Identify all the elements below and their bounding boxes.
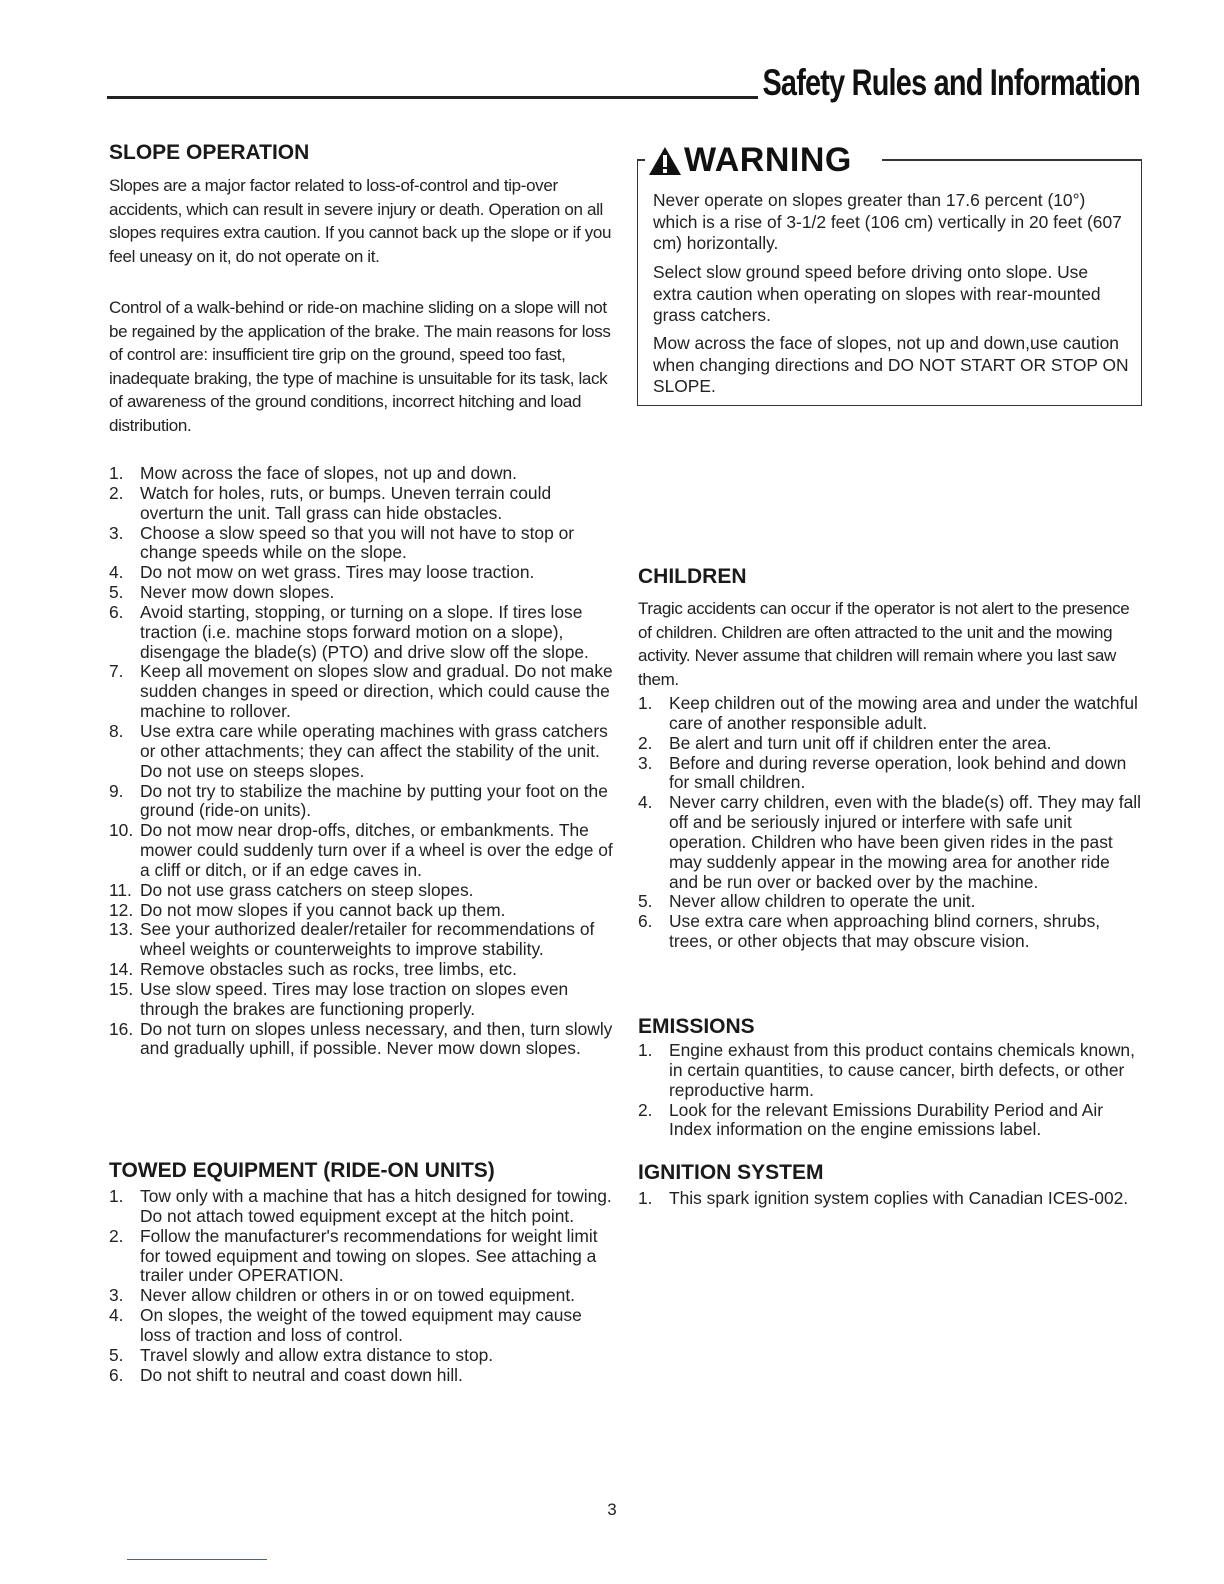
- list-item: [109, 583, 614, 603]
- list-item-text: Never allow children to operate the unit.: [669, 891, 976, 912]
- list-item-text: See your authorized dealer/retailer for recommendations of wheel weights or counterweights to improve stability.: [140, 919, 595, 960]
- warning-box-corner: [637, 159, 645, 161]
- list-item: [109, 1227, 614, 1287]
- list-item-number: 6.: [109, 1364, 124, 1385]
- list-item: [638, 892, 1143, 912]
- list-item-text: Do not try to stabilize the machine by putting your foot on the ground (ride-on units).: [140, 780, 608, 821]
- list-item-text: Be alert and turn unit off if children enter the area.: [669, 732, 1052, 753]
- list-item: [109, 603, 614, 663]
- list-item-number: 3.: [109, 522, 124, 543]
- list-item-number: 1.: [638, 1188, 653, 1208]
- emissions-list: [638, 1041, 1143, 1140]
- list-item-number: 2.: [638, 732, 653, 753]
- list-item-text: Before and during reverse operation, look behind and down for small children.: [669, 752, 1127, 793]
- list-item: [109, 1306, 614, 1346]
- list-item-number: 5.: [109, 582, 124, 603]
- footer-link-rule: [127, 1559, 267, 1560]
- list-item-text: Do not mow slopes if you cannot back up them.: [140, 899, 506, 920]
- children-heading: CHILDREN: [638, 565, 747, 588]
- slope-rules-list: [109, 464, 614, 1059]
- list-item-number: 4.: [109, 1305, 124, 1326]
- list-item: [638, 912, 1143, 952]
- list-item: [109, 464, 614, 484]
- list-item-text: Keep children out of the mowing area and under the watchful care of another responsible adult.: [669, 693, 1138, 733]
- list-item-text: Use extra care while operating machines with grass catchers or other attachments; they can affect the stability of the unit. Do not use on steeps slopes.: [140, 720, 608, 781]
- list-item-text: This spark ignition system coplies with Canadian ICES-002.: [669, 1188, 1129, 1208]
- list-item-number: 12.: [109, 899, 134, 920]
- list-item-text: Follow the manufacturer's recommendations for weight limit for towed equipment and towing on slopes. See attaching a trailer under OPERATION.: [140, 1225, 598, 1286]
- warning-paragraph-1: Never operate on slopes greater than 17.6 percent (10°) which is a rise of 3-1/2 feet (106 cm) vertically in 20 feet (607 cm) horizontally.: [653, 190, 1122, 253]
- list-item: [109, 980, 614, 1020]
- list-item-number: 2.: [638, 1099, 653, 1120]
- list-item-number: 11.: [109, 879, 132, 900]
- page-title: Safety Rules and Information: [762, 62, 1140, 103]
- warning-title-text: WARNING: [684, 141, 852, 179]
- list-item-number: 4.: [109, 562, 124, 583]
- list-item: [109, 901, 614, 921]
- list-item-number: 1.: [109, 463, 124, 483]
- list-item-text: Look for the relevant Emissions Durability Period and Air Index information on the engine emissions label.: [669, 1099, 1104, 1140]
- list-item: [109, 1366, 614, 1386]
- list-item-text: Use extra care when approaching blind corners, shrubs, trees, or other objects that may obscure vision.: [669, 911, 1101, 952]
- list-item-text: Do not mow near drop-offs, ditches, or embankments. The mower could suddenly turn over if a wheel is over the edge of a cliff or ditch, or if an edge caves in.: [140, 820, 613, 880]
- list-item-text: Avoid starting, stopping, or turning on a slope. If tires lose traction (i.e. machine stops forward motion on a slope), disengage the blade(s) (PTO) and drive slow off the slope.: [140, 601, 589, 662]
- list-item: [638, 1189, 1143, 1209]
- towed-heading: TOWED EQUIPMENT (RIDE-ON UNITS): [109, 1159, 495, 1182]
- list-item: [109, 960, 614, 980]
- list-item-number: 14.: [109, 959, 134, 980]
- list-item: [109, 1020, 614, 1060]
- list-item: [638, 1041, 1143, 1101]
- list-item-text: Mow across the face of slopes, not up and down.: [140, 463, 518, 483]
- list-item: [109, 1346, 614, 1366]
- list-item-number: 2.: [109, 482, 124, 503]
- page-number: 3: [607, 1500, 617, 1519]
- towed-rules-list: [109, 1187, 614, 1385]
- list-item-text: Do not turn on slopes unless necessary, and then, turn slowly and gradually uphill, if possible. Never mow down slopes.: [140, 1018, 613, 1059]
- list-item: [638, 754, 1143, 794]
- slope-heading: SLOPE OPERATION: [109, 141, 310, 164]
- list-item-text: Never carry children, even with the blade(s) off. They may fall off and be seriously injured or interfere with safe unit operation. Children who have been given rides in the past may suddenly appear in the mowing area for another ride and be run over or backed over by the machine.: [669, 792, 1142, 892]
- list-item-number: 16.: [109, 1018, 134, 1039]
- warning-paragraph-3: Mow across the face of slopes, not up and down,use caution when changing directions and DO NOT START OR STOP ON SLOPE.: [653, 333, 1129, 396]
- list-item-number: 3.: [638, 752, 653, 773]
- ignition-heading: IGNITION SYSTEM: [638, 1161, 824, 1184]
- list-item: [109, 1286, 614, 1306]
- list-item-text: Keep all movement on slopes slow and gradual. Do not make sudden changes in speed or direction, which could cause the machine to rollover.: [140, 661, 613, 722]
- list-item-text: Never allow children or others in or on towed equipment.: [140, 1285, 575, 1306]
- list-item-number: 6.: [109, 601, 124, 622]
- list-item-number: 1.: [638, 693, 653, 713]
- header-rule: [107, 96, 758, 99]
- list-item-number: 8.: [109, 720, 124, 741]
- list-item-text: Travel slowly and allow extra distance to stop.: [140, 1344, 494, 1365]
- list-item: [109, 881, 614, 901]
- list-item: [109, 782, 614, 822]
- warning-paragraph-2: Select slow ground speed before driving onto slope. Use extra caution when operating on slopes with rear-mounted grass catchers.: [653, 262, 1101, 325]
- list-item: [638, 734, 1143, 754]
- list-item: [638, 694, 1143, 734]
- list-item: [638, 1101, 1143, 1141]
- ignition-list: [638, 1189, 1143, 1209]
- slope-intro-paragraph: Slopes are a major factor related to loss-of-control and tip-over accidents, which can result in severe injury or death. Operation on all slopes requires extra caution. If you cannot back up the slope or if you feel uneasy on it, do not operate on it.: [109, 176, 612, 266]
- children-paragraph: Tragic accidents can occur if the operator is not alert to the presence of children. Children are often attracted to the unit and the mowing activity. Never assume that children will remain where you last saw them.: [638, 599, 1130, 689]
- list-item-text: Use slow speed. Tires may lose traction on slopes even through the brakes are functioning properly.: [140, 978, 569, 1019]
- list-item-text: Do not mow on wet grass. Tires may loose traction.: [140, 562, 535, 583]
- list-item-number: 7.: [109, 661, 124, 682]
- list-item-number: 9.: [109, 780, 124, 801]
- list-item: [109, 484, 614, 524]
- warning-title: [648, 141, 852, 180]
- list-item: [109, 920, 614, 960]
- list-item-number: 4.: [638, 792, 653, 813]
- list-item-text: Watch for holes, ruts, or bumps. Uneven terrain could overturn the unit. Tall grass can hide obstacles.: [140, 482, 552, 523]
- list-item: [109, 524, 614, 564]
- list-item-text: Choose a slow speed so that you will not have to stop or change speeds while on the slope.: [140, 522, 575, 563]
- list-item-number: 15.: [109, 978, 134, 999]
- list-item-text: Engine exhaust from this product contains chemicals known, in certain quantities, to cause cancer, birth defects, or other reproductive harm.: [669, 1040, 1135, 1100]
- list-item-number: 13.: [109, 919, 134, 940]
- list-item-number: 1.: [109, 1186, 124, 1206]
- list-item-number: 2.: [109, 1225, 124, 1246]
- list-item-text: Do not use grass catchers on steep slopes.: [140, 879, 474, 900]
- warning-box-topline: [882, 159, 1142, 161]
- list-item: [638, 793, 1143, 892]
- list-item: [109, 821, 614, 881]
- list-item: [109, 563, 614, 583]
- list-item: [109, 722, 614, 782]
- list-item-text: Remove obstacles such as rocks, tree limbs, etc.: [140, 959, 517, 980]
- list-item-number: 5.: [638, 891, 653, 912]
- list-item-text: Tow only with a machine that has a hitch designed for towing. Do not attach towed equipment except at the hitch point.: [140, 1186, 612, 1226]
- list-item-number: 1.: [638, 1040, 653, 1060]
- list-item-number: 5.: [109, 1344, 124, 1365]
- list-item-text: Never mow down slopes.: [140, 582, 335, 603]
- list-item: [109, 1187, 614, 1227]
- list-item-text: On slopes, the weight of the towed equipment may cause loss of traction and loss of control.: [140, 1305, 582, 1345]
- list-item-number: 10.: [109, 820, 134, 841]
- list-item-number: 6.: [638, 911, 653, 932]
- emissions-heading: EMISSIONS: [638, 1015, 755, 1038]
- list-item-text: Do not shift to neutral and coast down hill.: [140, 1364, 463, 1385]
- list-item-number: 3.: [109, 1285, 124, 1306]
- children-rules-list: [638, 694, 1143, 952]
- warning-triangle-icon: [648, 146, 682, 176]
- list-item: [109, 662, 614, 722]
- slope-control-paragraph: Control of a walk-behind or ride-on machine sliding on a slope will not be regained by the application of the brake. The main reasons for loss of control are: insufficient tire grip on the ground, speed too fast, inadequate braking, the type of machine is unsuitable for its task, lack of awareness of the ground conditions, incorrect hitching and load distribution.: [109, 298, 611, 435]
